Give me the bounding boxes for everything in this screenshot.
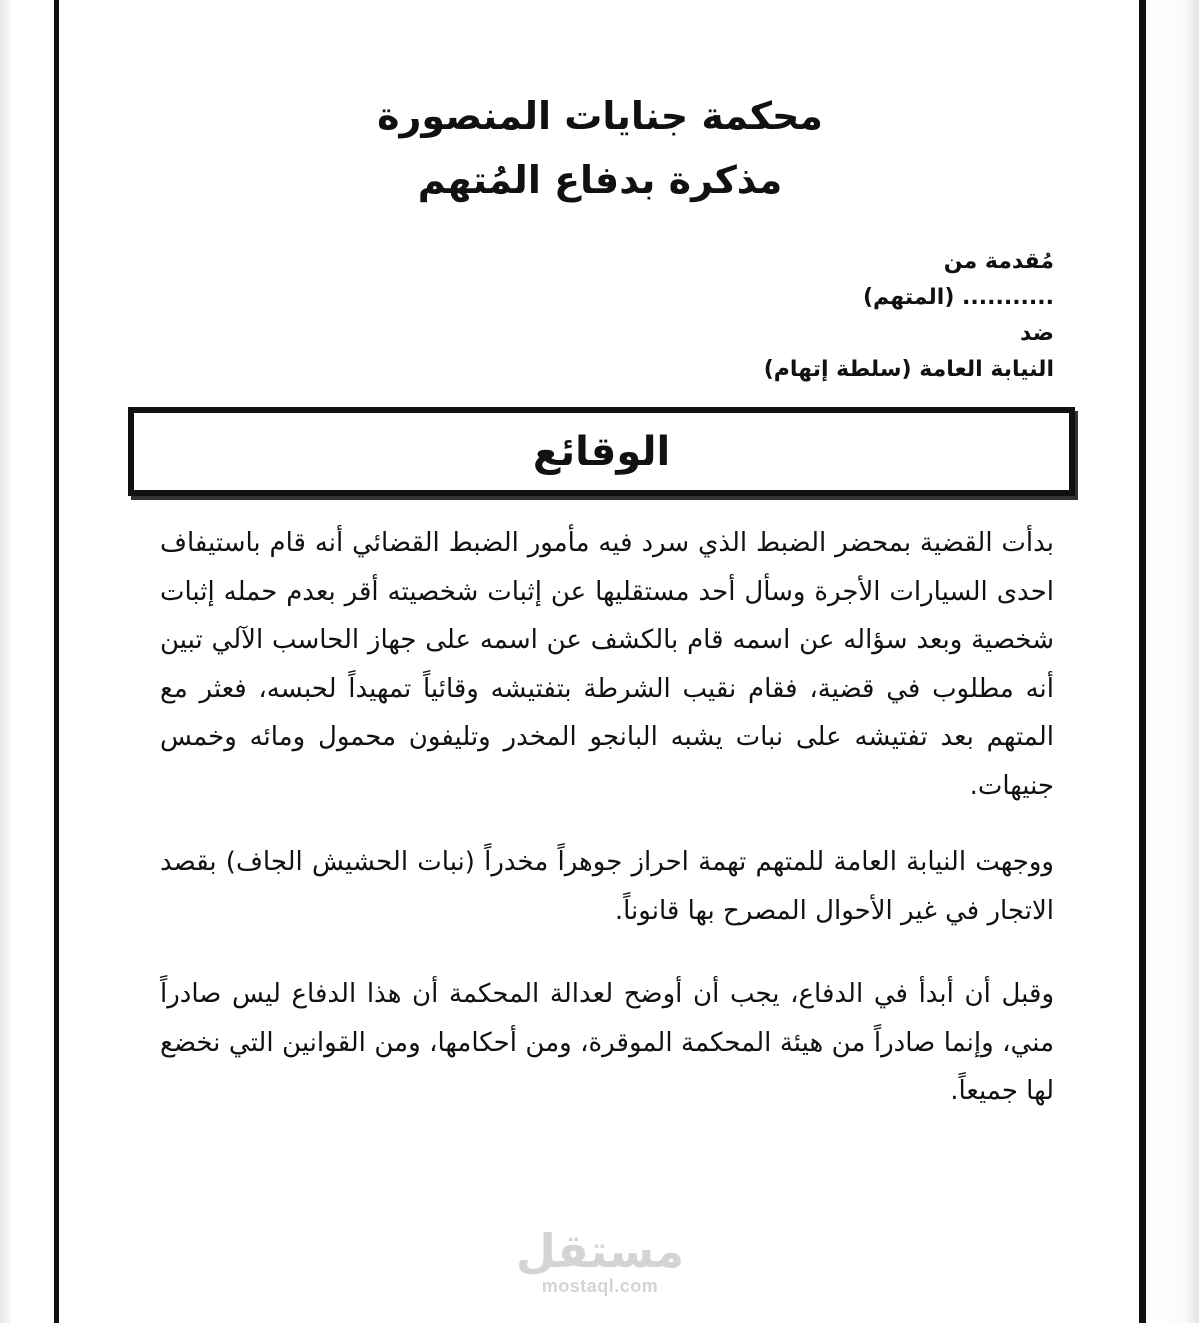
watermark-url: mostaql.com (541, 1276, 659, 1296)
outer-right-margin (1146, 0, 1199, 1323)
paragraph-case-facts: بدأت القضية بمحضر الضبط الذي سرد فيه مأمور الضبط القضائي أنه قام باستيفاف احدى السيارات الأجرة وسأل أحد مستقليها عن إثبات شخصيته أقر بعدم حمله إثبات شخصية وبعد سؤاله عن اسمه قام بالكشف عن اسمه على جهاز الحاسب الآلي تبين أنه مطلوب في قضية، فقام نقيب الشرطة بتفتيشه وقائياً تمهيداً لحبسه، فعثر مع المتهم بعد تفتيشه على نبات يشبه البانجو المخدر وتليفون محمول ومائه وخمس جنيهات. (160, 528, 1054, 801)
parties-block (764, 244, 1054, 388)
accused-line: ........... (المتهم) (862, 285, 1054, 310)
paragraph-defense-intro: وقبل أن أبدأ في الدفاع، يجب أن أوضح لعدالة المحكمة أن هذا الدفاع ليس صادراً مني، وإنما صادراً من هيئة المحكمة الموقرة، ومن أحكامها، ومن القوانين التي نخضع لها جميعاً. (160, 979, 1054, 1106)
facts-heading-box (128, 407, 1075, 496)
prosecution-line: النيابة العامة (سلطة إتهام) (763, 357, 1054, 382)
paragraph-charges: ووجهت النيابة العامة للمتهم تهمة احراز جوهراً مخدراً (نبات الحشيش الجاف) بقصد الاتجار في غير الأحوال المصرح بها قانوناً. (160, 847, 1054, 926)
court-name-title: محكمة جنايات المنصورة (377, 94, 823, 138)
against-label: ضد (1020, 321, 1054, 346)
watermark-logo: مستقل (515, 1224, 685, 1278)
page-border-right (1139, 0, 1146, 1323)
facts-heading: الوقائع (532, 428, 671, 475)
presented-by-label: مُقدمة من (943, 249, 1054, 274)
watermark (500, 1224, 700, 1297)
memo-title: مذكرة بدفاع المُتهم (417, 158, 783, 202)
page-border-left (54, 0, 59, 1323)
outer-left-margin (0, 0, 10, 1323)
